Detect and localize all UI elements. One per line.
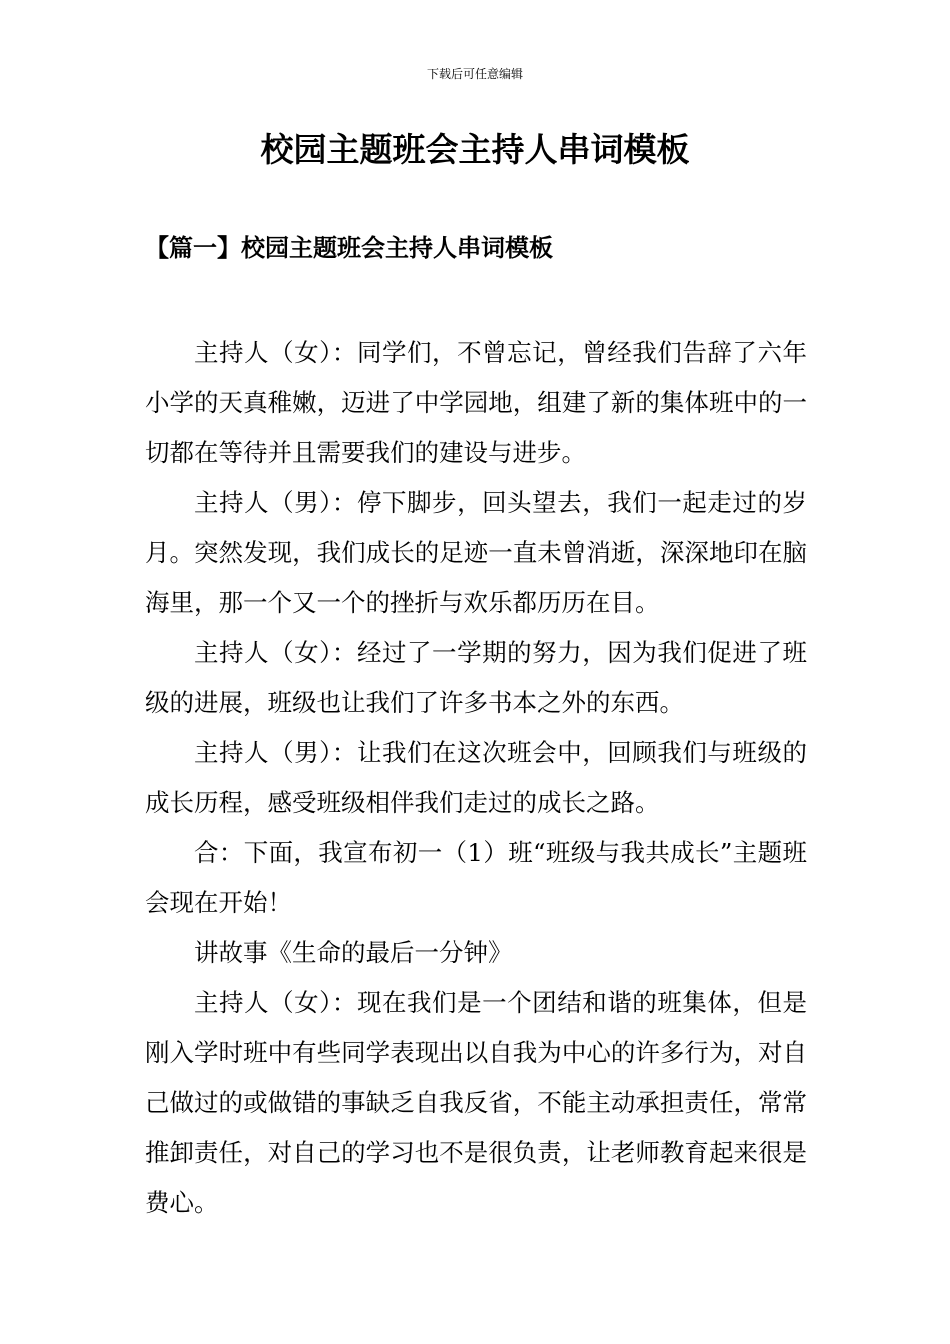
document-title: 校园主题班会主持人串词模板 <box>260 130 690 169</box>
paragraph-host-female-2: 主持人（女）：经过了一学期的努力，因为我们促进了班级的进展，班级也让我们了许多书本之外的东西。 <box>145 638 807 717</box>
section-heading: 【篇一】校园主题班会主持人串词模板 <box>145 233 553 262</box>
paragraph-host-female-3: 主持人（女）：现在我们是一个团结和谐的班集体，但是刚入学时班中有些同学表现出以自我为中心的许多行为，对自己做过的或做错的事缺乏自我反省，不能主动承担责任，常常推卸责任，对自己的学习也不是很负责，让老师教育起来很是费心。 <box>145 988 807 1217</box>
paragraph-story: 讲故事《生命的最后一分钟》 <box>194 938 513 967</box>
page-header-note: 下载后可任意编辑 <box>426 67 523 81</box>
paragraph-host-male-2: 主持人（男）：让我们在这次班会中，回顾我们与班级的成长历程，感受班级相伴我们走过的成长之路。 <box>145 738 807 817</box>
paragraph-host-female-1: 主持人（女）：同学们，不曾忘记，曾经我们告辞了六年小学的天真稚嫩，迈进了中学园地，组建了新的集体班中的一切都在等待并且需要我们的建设与进步。 <box>145 338 807 467</box>
document-body <box>145 328 807 1228</box>
paragraph-host-male-1: 主持人（男）：停下脚步，回头望去，我们一起走过的岁月。突然发现，我们成长的足迹一直未曾消逝，深深地印在脑海里，那一个又一个的挫折与欢乐都历历在目。 <box>145 488 807 617</box>
paragraph-together: 合：下面，我宣布初一（1）班“班级与我共成长”主题班会现在开始！ <box>145 838 807 917</box>
